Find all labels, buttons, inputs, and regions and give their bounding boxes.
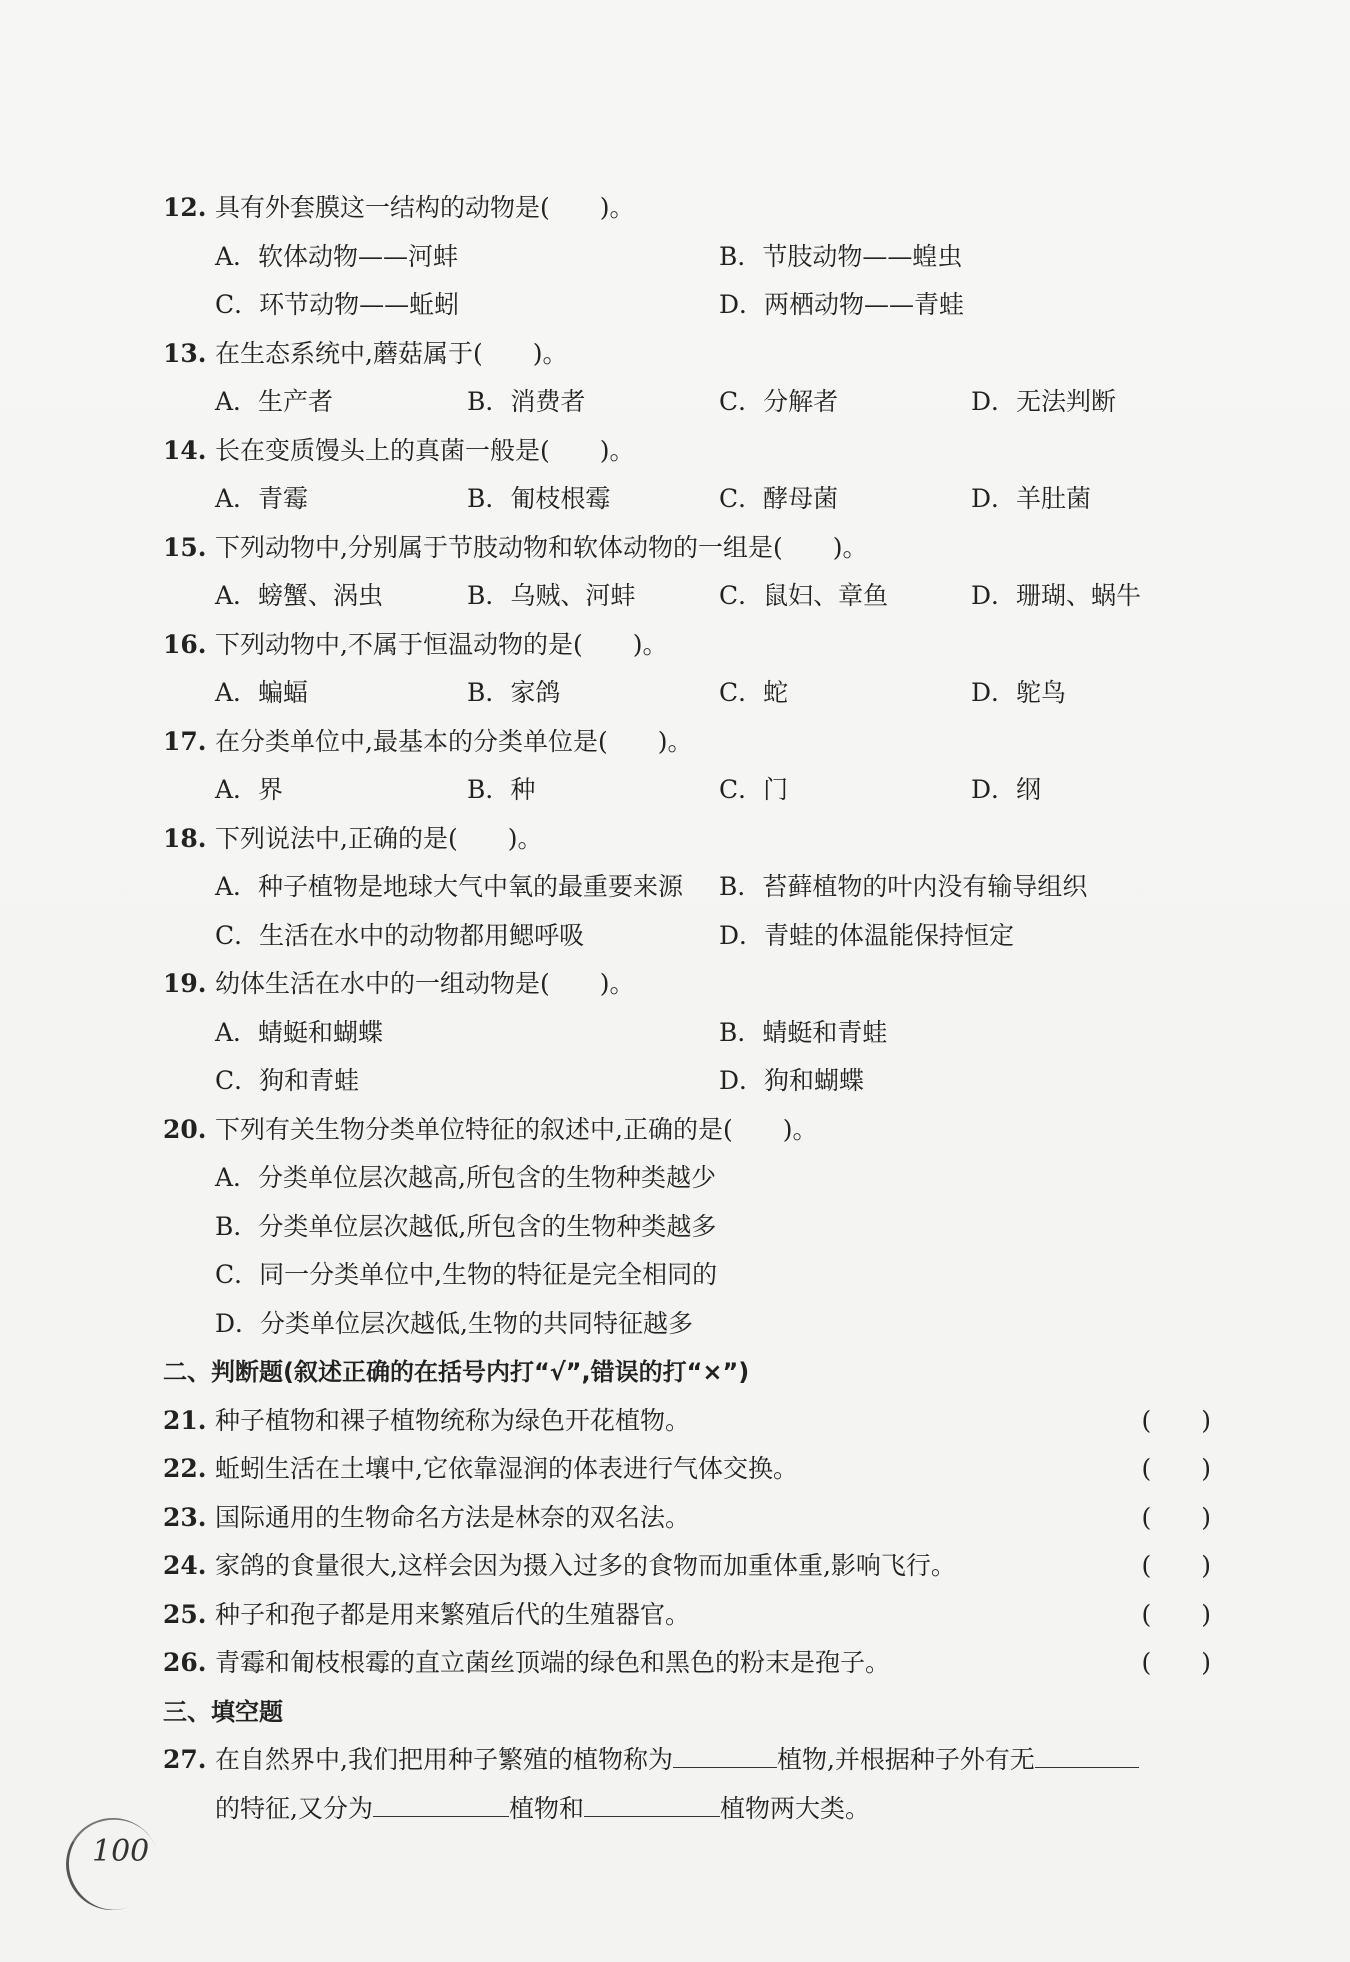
options-row xyxy=(163,475,1223,524)
fill-blank[interactable] xyxy=(1035,1737,1139,1768)
option-a: A．蝙蝠 xyxy=(215,678,309,707)
option-c: C．蛇 xyxy=(719,678,789,707)
section-heading-fill-blank: 三、填空题 xyxy=(163,1697,283,1726)
option-d: D．狗和蝴蝶 xyxy=(719,1066,865,1095)
question-12 xyxy=(163,184,1223,233)
option-b: B．匍枝根霉 xyxy=(467,484,611,513)
question-number: 21. xyxy=(163,1405,207,1435)
question-number: 15. xyxy=(163,532,207,562)
answer-parentheses: ( ) xyxy=(1141,1648,1211,1677)
page-content xyxy=(163,184,1223,1833)
question-number: 16. xyxy=(163,629,207,659)
option-d: D．分类单位层次越低,生物的共同特征越多 xyxy=(215,1308,693,1338)
option-d: D．纲 xyxy=(971,775,1042,804)
answer-parentheses: ( ) xyxy=(1141,1405,1211,1435)
question-stem: 家鸽的食量很大,这样会因为摄入过多的食物而加重体重,影响飞行。 xyxy=(215,1551,956,1580)
options-row xyxy=(163,863,1223,912)
options-row xyxy=(163,669,1223,718)
question-13 xyxy=(163,330,1223,379)
judge-question-22 xyxy=(163,1445,1223,1494)
option-a: A．青霉 xyxy=(215,484,309,513)
option-a: A．界 xyxy=(215,775,284,804)
options-row xyxy=(163,1009,1223,1058)
option-d: D．两栖动物——青蛙 xyxy=(719,290,965,319)
option-a: A．分类单位层次越高,所包含的生物种类越少 xyxy=(215,1163,717,1192)
option-c: C．门 xyxy=(719,775,789,804)
question-number: 22. xyxy=(163,1454,207,1483)
fill-blank[interactable] xyxy=(673,1737,777,1768)
question-18 xyxy=(163,815,1223,864)
question-15 xyxy=(163,524,1223,573)
question-17 xyxy=(163,718,1223,767)
option-b: B．种 xyxy=(467,775,536,804)
judge-question-23 xyxy=(163,1494,1223,1543)
question-16 xyxy=(163,621,1223,670)
judge-question-24 xyxy=(163,1542,1223,1591)
options-row xyxy=(163,1057,1223,1106)
answer-parentheses: ( ) xyxy=(1141,1502,1211,1532)
question-stem: 幼体生活在水中的一组动物是( )。 xyxy=(215,969,635,998)
option-b: B．乌贼、河蚌 xyxy=(467,581,636,610)
question-number: 25. xyxy=(163,1599,207,1629)
question-text: 的特征,又分为 xyxy=(215,1793,373,1823)
question-stem: 种子和孢子都是用来繁殖后代的生殖器官。 xyxy=(215,1599,691,1629)
option-c: C．分解者 xyxy=(719,387,839,416)
question-number: 26. xyxy=(163,1648,207,1677)
option-d: D．珊瑚、蜗牛 xyxy=(971,581,1142,610)
option-b: B．家鸽 xyxy=(467,678,561,707)
option-c: C．鼠妇、章鱼 xyxy=(719,581,889,610)
question-19 xyxy=(163,960,1223,1009)
question-stem: 下列动物中,分别属于节肢动物和软体动物的一组是( )。 xyxy=(215,532,868,562)
judge-question-25 xyxy=(163,1591,1223,1640)
option-b: B．消费者 xyxy=(467,387,586,416)
options-row xyxy=(163,572,1223,621)
question-stem: 蚯蚓生活在土壤中,它依靠湿润的体表进行气体交换。 xyxy=(215,1454,798,1483)
page-number: 100 xyxy=(92,1834,150,1869)
option-d: D．无法判断 xyxy=(971,387,1117,416)
question-stem: 青霉和匍枝根霉的直立菌丝顶端的绿色和黑色的粉末是孢子。 xyxy=(215,1648,891,1677)
fill-blank[interactable] xyxy=(584,1786,720,1817)
question-number: 18. xyxy=(163,823,207,853)
options-row xyxy=(163,233,1223,282)
question-number: 19. xyxy=(163,969,207,998)
question-stem: 在分类单位中,最基本的分类单位是( )。 xyxy=(215,726,693,756)
option-a: A．螃蟹、涡虫 xyxy=(215,581,384,610)
option-a: A．生产者 xyxy=(215,387,334,416)
question-stem: 下列说法中,正确的是( )。 xyxy=(215,823,543,853)
question-stem: 长在变质馒头上的真菌一般是( )。 xyxy=(215,435,635,465)
question-number: 23. xyxy=(163,1502,207,1532)
answer-parentheses: ( ) xyxy=(1141,1599,1211,1629)
question-stem: 具有外套膜这一结构的动物是( )。 xyxy=(215,193,635,222)
question-20 xyxy=(163,1106,1223,1155)
option-a: A．种子植物是地球大气中氧的最重要来源 xyxy=(215,872,684,901)
fill-blank[interactable] xyxy=(373,1786,509,1817)
question-text: 植物两大类。 xyxy=(719,1793,870,1823)
question-number: 17. xyxy=(163,726,207,756)
question-stem: 在生态系统中,蘑菇属于( )。 xyxy=(215,338,568,368)
question-number: 14. xyxy=(163,435,207,465)
question-14 xyxy=(163,427,1223,476)
question-number: 12. xyxy=(163,193,207,222)
option-d: D．青蛙的体温能保持恒定 xyxy=(719,920,1015,950)
question-text: 在自然界中,我们把用种子繁殖的植物称为 xyxy=(215,1745,673,1774)
option-a: A．软体动物——河蚌 xyxy=(215,241,459,271)
option-c: C．同一分类单位中,生物的特征是完全相同的 xyxy=(215,1260,718,1289)
option-b: B．节肢动物——蝗虫 xyxy=(719,241,963,271)
question-number: 24. xyxy=(163,1551,207,1580)
question-stem: 种子植物和裸子植物统称为绿色开花植物。 xyxy=(215,1405,691,1435)
judge-question-21 xyxy=(163,1397,1223,1446)
option-b: B．蜻蜓和青蛙 xyxy=(719,1017,888,1047)
options-row xyxy=(163,281,1223,330)
judge-question-26 xyxy=(163,1639,1223,1688)
option-a: A．蜻蜓和蝴蝶 xyxy=(215,1017,384,1047)
question-number: 20. xyxy=(163,1114,207,1144)
question-text: 植物,并根据种子外有无 xyxy=(776,1745,1035,1774)
options-row xyxy=(163,912,1223,961)
option-c: C．狗和青蛙 xyxy=(215,1066,360,1095)
option-c: C．酵母菌 xyxy=(719,484,839,513)
question-stem: 下列动物中,不属于恒温动物的是( )。 xyxy=(215,629,668,659)
question-stem: 下列有关生物分类单位特征的叙述中,正确的是( )。 xyxy=(215,1114,818,1144)
option-c: C．生活在水中的动物都用鳃呼吸 xyxy=(215,920,585,950)
fill-question-27 xyxy=(163,1736,1223,1785)
question-number: 13. xyxy=(163,338,207,368)
option-d: D．鸵鸟 xyxy=(971,678,1067,707)
option-d: D．羊肚菌 xyxy=(971,484,1092,513)
option-b: B．苔藓植物的叶内没有输导组织 xyxy=(719,872,1088,901)
option-b: B．分类单位层次越低,所包含的生物种类越多 xyxy=(215,1211,717,1241)
fill-question-27-cont xyxy=(163,1785,1223,1834)
options-row xyxy=(163,766,1223,815)
option-c: C．环节动物——蚯蚓 xyxy=(215,290,460,319)
answer-parentheses: ( ) xyxy=(1141,1454,1211,1483)
answer-parentheses: ( ) xyxy=(1141,1551,1211,1580)
options-row xyxy=(163,378,1223,427)
question-number: 27. xyxy=(163,1745,207,1774)
question-stem: 国际通用的生物命名方法是林奈的双名法。 xyxy=(215,1502,691,1532)
question-text: 植物和 xyxy=(508,1793,584,1823)
section-heading-judgement: 二、判断题(叙述正确的在括号内打“√”,错误的打“×”) xyxy=(163,1358,750,1386)
